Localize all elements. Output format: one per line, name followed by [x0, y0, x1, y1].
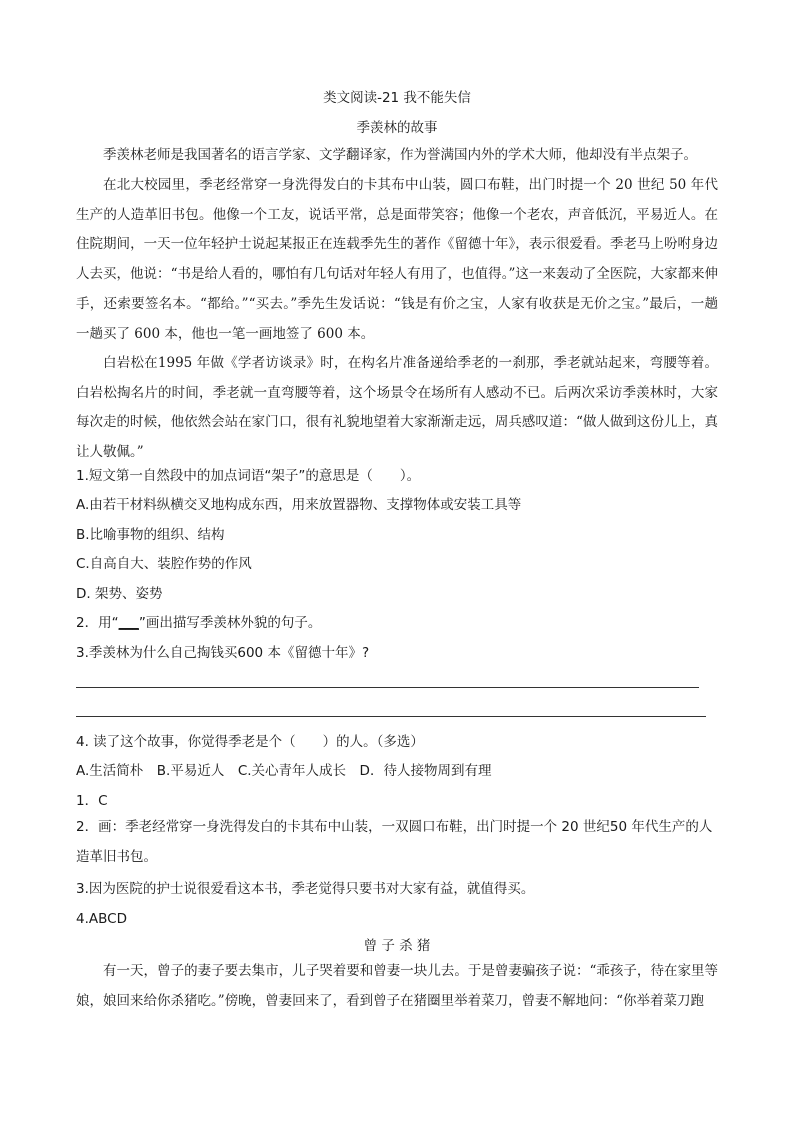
answer-4: 4.ABCD — [76, 911, 127, 927]
question-2 — [76, 614, 726, 632]
story1-paragraph-1: 季羡林老师是我国著名的语言学家、文学翻译家，作为誉满国内外的学术大师，他却没有半点架子。 — [103, 147, 697, 163]
answer-line-2 — [76, 716, 706, 717]
question-4-options: A.生活简朴 B.平易近人 C.关心青年人成长 D．待人接物周到有理 — [76, 763, 492, 779]
story1-paragraph-3: 白岩松在1995 年做《学者访谈录》时，在构名片准备递给季老的一刹那，季老就站起来，弯腰等着。白岩松掏名片的时间，季老就一直弯腰等着，这个场景令在场所有人感动不已。后两次采访季羡林时，大家每次走的时候，他依然会站在家门口，很有礼貌地望着大家渐渐走远，周兵感叹道：“做人做到这份儿上，真让人敬佩。” — [76, 355, 718, 461]
question-4: 4. 读了这个故事，你觉得季老是个（ ）的人。（多选） — [76, 734, 424, 750]
story2-title: 曾 子 杀 猪 — [363, 938, 431, 954]
answer-line-1 — [76, 687, 699, 688]
question-1-option-b: B.比喻事物的组织、结构 — [76, 527, 225, 543]
question-1: 1.短文第一自然段中的加点词语“架子”的意思是（ ）。 — [76, 468, 421, 484]
answer-3: 3.因为医院的护士说很爱看这本书，季老觉得只要书对大家有益，就值得买。 — [76, 881, 535, 897]
answer-1: 1．C — [76, 793, 108, 809]
question-2-suffix: ”画出描写季羡林外貌的句子。 — [138, 615, 322, 631]
story2-paragraph-1: 有一天，曾子的妻子要去集市，儿子哭着要和曾妻一块儿去。于是曾妻骗孩子说：“乖孩子，待在家里等娘，娘回来给你杀猪吃。”傍晚，曾妻回来了，看到曾子在猪圈里举着菜刀，曾妻不解地问：“你举着菜刀跑 — [76, 963, 718, 1009]
question-3: 3.季羡林为什么自己掏钱买600 本《留德十年》? — [76, 645, 370, 661]
question-1-option-d: D. 架势、姿势 — [76, 586, 163, 602]
story1-title: 季羡林的故事 — [356, 120, 438, 136]
question-2-prefix: 2．用“ — [76, 615, 119, 631]
answer-2: 2．画：季老经常穿一身洗得发白的卡其布中山装，一双圆口布鞋，出门时提一个 20 世纪50 年代生产的人造革旧书包。 — [76, 819, 713, 865]
worksheet-title: 类文阅读-21 我不能失信 — [323, 90, 471, 106]
question-2-underline-mark: ___ — [118, 615, 139, 631]
question-1-option-a: A.由若干材料纵横交叉地构成东西，用来放置器物、支撑物体或安装工具等 — [76, 497, 522, 513]
story1-paragraph-2: 在北大校园里，季老经常穿一身洗得发白的卡其布中山装，圆口布鞋，出门时提一个 20 世纪 50 年代生产的人造革旧书包。他像一个工友，说话平常，总是面带笑容；他像一个老农，声音低沉，平易近人。在住院期间，一天一位年轻护士说起某报正在连载季先生的著作《留德十年》，表示很爱看。季老马上吩咐身边人去买，他说：“书是给人看的，哪怕有几句话对年轻人有用了，也值得。”这一来轰动了全医院，大家都来伸手，还索要签名本。“都给。”“买去。”季先生发话说：“钱是有价之宝，人家有收获是无价之宝。”最后，一趟一趟买了 600 本，他也一笔一画地签了 600 本。 — [76, 177, 718, 342]
question-1-option-c: C.自高自大、装腔作势的作风 — [76, 556, 252, 572]
